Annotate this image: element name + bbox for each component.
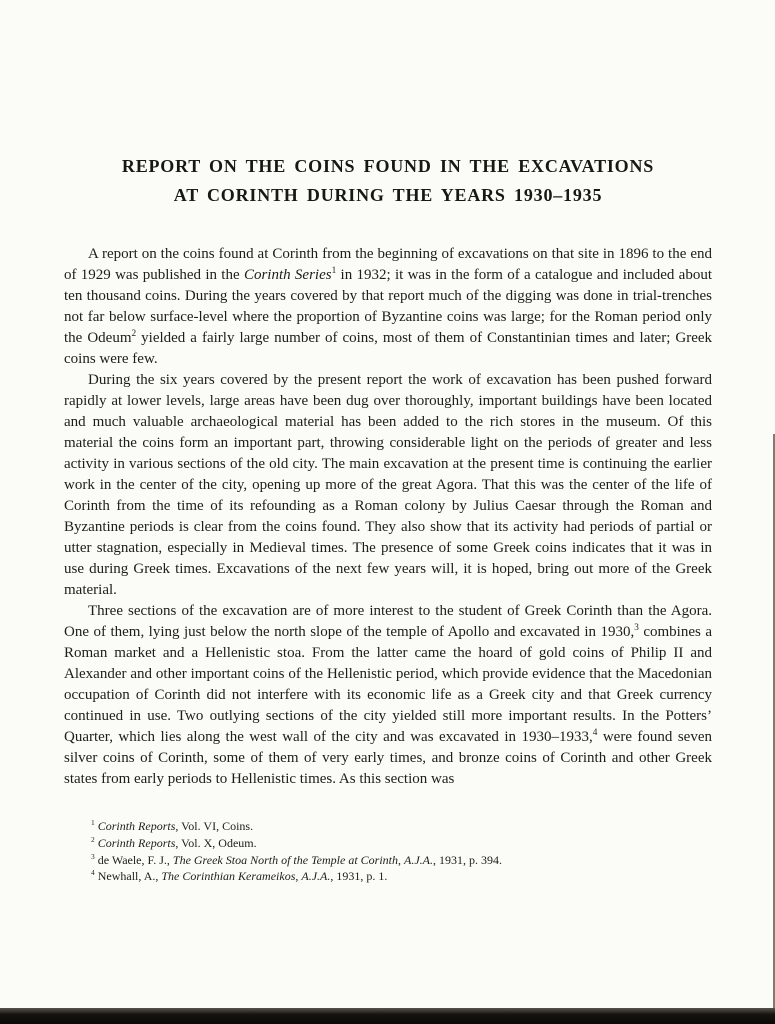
paragraph-1: A report on the coins found at Corinth from the beginning of excavations on that site in 1896 to the end of 1929 was published in the Corinth Series$^1$ in 1932; it was in the form of a catalogue and included about ten thousand coins. During the years covered by that report much of the digging was done in trial-trenches not far below surface-level where the proportion of Byzantine coins was large; for the Roman period only the Odeum$^2$ yielded a fairly large number of coins, most of them of Constantinian times and later; Greek coins were few. bbox=[64, 246, 713, 367]
article-body bbox=[64, 244, 712, 790]
footnote-2: $^2$ Corinth Reports, Vol. X, Odeum. bbox=[91, 834, 257, 850]
footnotes-block bbox=[64, 818, 712, 885]
footnote-4: $^4$ Newhall, A., The Corinthian Kerameikos, A.J.A., 1931, p. 1. bbox=[91, 868, 388, 884]
page-title bbox=[64, 152, 712, 210]
page-content bbox=[64, 0, 712, 885]
footnote-1: $^1$ Corinth Reports, Vol. VI, Coins. bbox=[91, 818, 254, 833]
title-line-1: REPORT ON THE COINS FOUND IN THE EXCAVATIONS bbox=[121, 156, 655, 176]
title-line-2: AT CORINTH DURING THE YEARS 1930–1935 bbox=[173, 185, 603, 205]
scan-artifact-bottom-band bbox=[0, 1008, 775, 1024]
footnote-3: $^3$ de Waele, F. J., The Greek Stoa North of the Temple at Corinth, A.J.A., 1931, p. 394. bbox=[91, 851, 502, 867]
paragraph-3: Three sections of the excavation are of more interest to the student of Greek Corinth than the Agora. One of them, lying just below the north slope of the temple of Apollo and excavated in 1930,$^3$ combines a Roman market and a Hellenistic stoa. From the latter came the hoard of gold coins of Philip II and Alexander and other important coins of the Hellenistic period, which provide evidence that the Macedonian occupation of Corinth did not interfere with its economic life as a Greek city and that Greek currency continued in use. Two outlying sections of the city yielded still more important results. In the Potters’ Quarter, which lies along the west wall of the city and was excavated in 1930–1933,$^4$ were found seven silver coins of Corinth, some of them of very early times, and bronze coins of Corinth and other Greek states from early periods to Hellenistic times. As this section was bbox=[64, 603, 712, 787]
paragraph-2: During the six years covered by the present report the work of excavation has been pushed forward rapidly at lower levels, large areas have been dug over thoroughly, important buildings have been located and much valuable archaeological material has been added to the rich stores in the museum. Of this material the coins form an important part, throwing considerable light on the periods of greater and less activity in various sections of the old city. The main excavation at the present time is continuing the earlier work in the center of the city, opening up more of the great Agora. That this was the center of the life of Corinth from the time of its refounding as a Roman colony by Julius Caesar through the Roman and Byzantine periods is clear from the coins found. They also show that its activity had periods of partial or utter stagnation, especially in Medieval times. The presence of some Greek coins indicates that it was in use during Greek times. Excavations of the next few years will, it is hoped, bring out more of the Greek material. bbox=[64, 372, 712, 598]
